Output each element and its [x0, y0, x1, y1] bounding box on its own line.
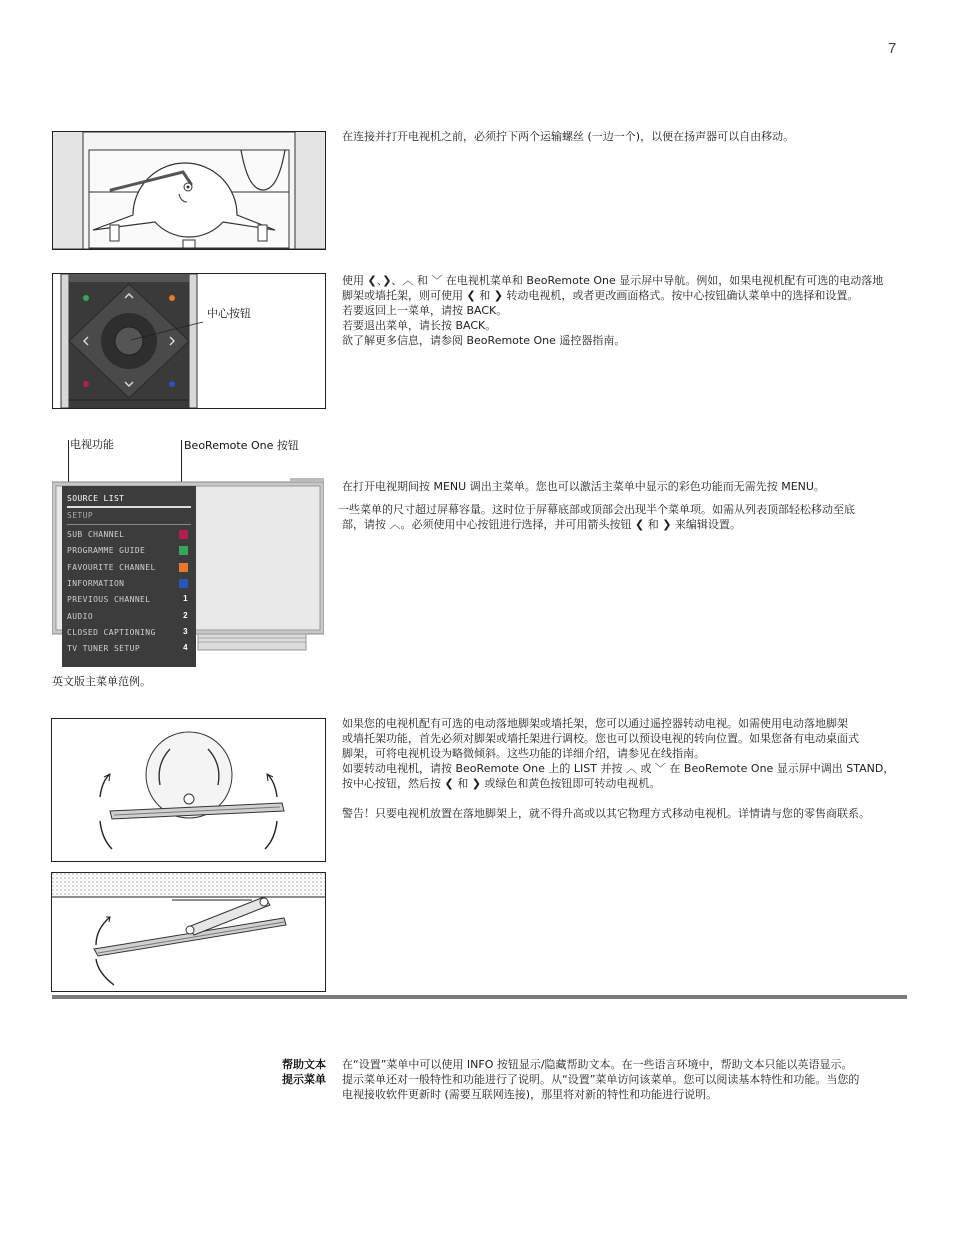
menu-item-label: PREVIOUS CHANNEL [67, 595, 151, 605]
stand-rotation-illustration [51, 718, 326, 862]
center-button-label: 中心按钮 [207, 307, 251, 320]
menu-item-label: SUB CHANNEL [67, 530, 125, 539]
tips-menu-heading: 提示菜单 [282, 1073, 326, 1086]
red-button [83, 381, 89, 387]
menu-header[interactable]: SOURCE LIST [67, 494, 125, 503]
menu-item[interactable] [67, 546, 191, 555]
menu-item-label: INFORMATION [67, 578, 125, 588]
navigation-text: 使用 ❮、❯、︿ 和 ﹀ 在电视机菜单和 BeoRemote One 显示屏中导航。例如，如果电视机配有可选的电动落地 脚架或墙托架，则可使用 ❮ 和 ❯ 转动电视机，或者更改画面格式。按中心按钮确认菜单中的选择和设置。 若要返回上一菜单，请按 BACK。 若要退出菜单，请长按 BACK。 欲了解更多信息，请参阅 BeoRemote One 遥控器指南。 [342, 274, 884, 347]
menu-item[interactable] [67, 563, 191, 572]
menu-item[interactable] [67, 612, 191, 621]
menu-item[interactable] [67, 644, 191, 653]
menu-item[interactable] [67, 595, 191, 604]
color-key-swatch [179, 563, 188, 572]
warning-text: 警告！只要电视机放置在落地脚架上，就不得升高或以其它物理方式移动电视机。详情请与您的零售商联系。 [342, 807, 870, 820]
main-menu-text: 在打开电视期间按 MENU 调出主菜单。您也可以激活主菜单中显示的彩色功能而无需先按 MENU。 一些菜单的尺寸超过屏幕容量。这时位于屏幕底部或顶部会出现半个菜单项。如需从列表顶部轻松移动至底 部，请按 ︿。必须使用中心按钮进行选择，并可用箭头按钮 ❮ 和 ❯ 来编辑设置。 [338, 480, 855, 531]
menu-item-label: CLOSED CAPTIONING [67, 627, 156, 637]
remote-control-illustration [52, 273, 326, 409]
menu-item-label: FAVOURITE CHANNEL [67, 562, 156, 572]
yellow-button [169, 295, 175, 301]
menu-setup[interactable]: SETUP [67, 511, 94, 520]
menu-item-label: TV TUNER SETUP [67, 644, 141, 654]
help-text-heading: 帮助文本 [282, 1058, 326, 1071]
color-key-swatch [179, 579, 188, 588]
tv-function-label: 电视功能 [70, 438, 114, 451]
menu-item[interactable] [67, 530, 191, 539]
color-key-swatch [179, 546, 188, 555]
number-key-label: 3 [183, 626, 188, 636]
beoremote-button-label: BeoRemote One 按钮 [184, 439, 299, 452]
page-number: 7 [888, 40, 897, 57]
menu-item-label: AUDIO [67, 611, 94, 621]
transport-screws-text: 在连接并打开电视机之前，必须拧下两个运输螺丝 (一边一个)，以便在扬声器可以自由移动。 [342, 130, 795, 143]
menu-item[interactable] [67, 579, 191, 588]
help-tips-text: 在“设置”菜单中可以使用 INFO 按钮显示/隐藏帮助文本。在一些语言环境中，帮助文本只能以英语显示。 提示菜单还对一般特性和功能进行了说明。从“设置”菜单访问该菜单。您可以阅读基本特性和功能。当您的 电视接收软件更新时 (需要互联网连接)，那里将对新的特性和功能进行说明。 [342, 1058, 860, 1101]
number-key-label: 1 [183, 594, 188, 604]
menu-caption: 英文版主菜单范例。 [52, 675, 151, 688]
color-key-swatch [179, 530, 188, 539]
menu-item-label: PROGRAMME GUIDE [67, 546, 146, 556]
section-divider [52, 995, 907, 999]
stand-text: 如果您的电视机配有可选的电动落地脚架或墙托架，您可以通过遥控器转动电视。如需使用电动落地脚架 或墙托架功能，首先必须对脚架或墙托架进行调校。您也可以预设电视的转向位置。如果您备有电动桌面式 脚架，可将电视机设为略微倾斜。这些功能的详细介绍，请参见在线指南。 如要转动电视机，请按 BeoRemote One 上的 LIST 并按 ︿ 或 ﹀ 在 BeoRemote One 显示屏中调出 STAND， 按中心按钮，然后按 ❮ 和 ❯ 或绿色和黄色按钮即可转动电视机。 警告！只要电视机放置在落地脚架上，就不得升高或以其它物理方式移动电视机。详情请与您的零售商联系。 [342, 716, 912, 821]
tilt-illustration [51, 872, 326, 992]
green-button [83, 295, 89, 301]
transport-screw-illustration [52, 131, 326, 250]
main-menu [62, 486, 196, 667]
number-key-label: 2 [183, 610, 188, 620]
menu-item[interactable] [67, 628, 191, 637]
blue-button [169, 381, 175, 387]
number-key-label: 4 [183, 643, 188, 653]
